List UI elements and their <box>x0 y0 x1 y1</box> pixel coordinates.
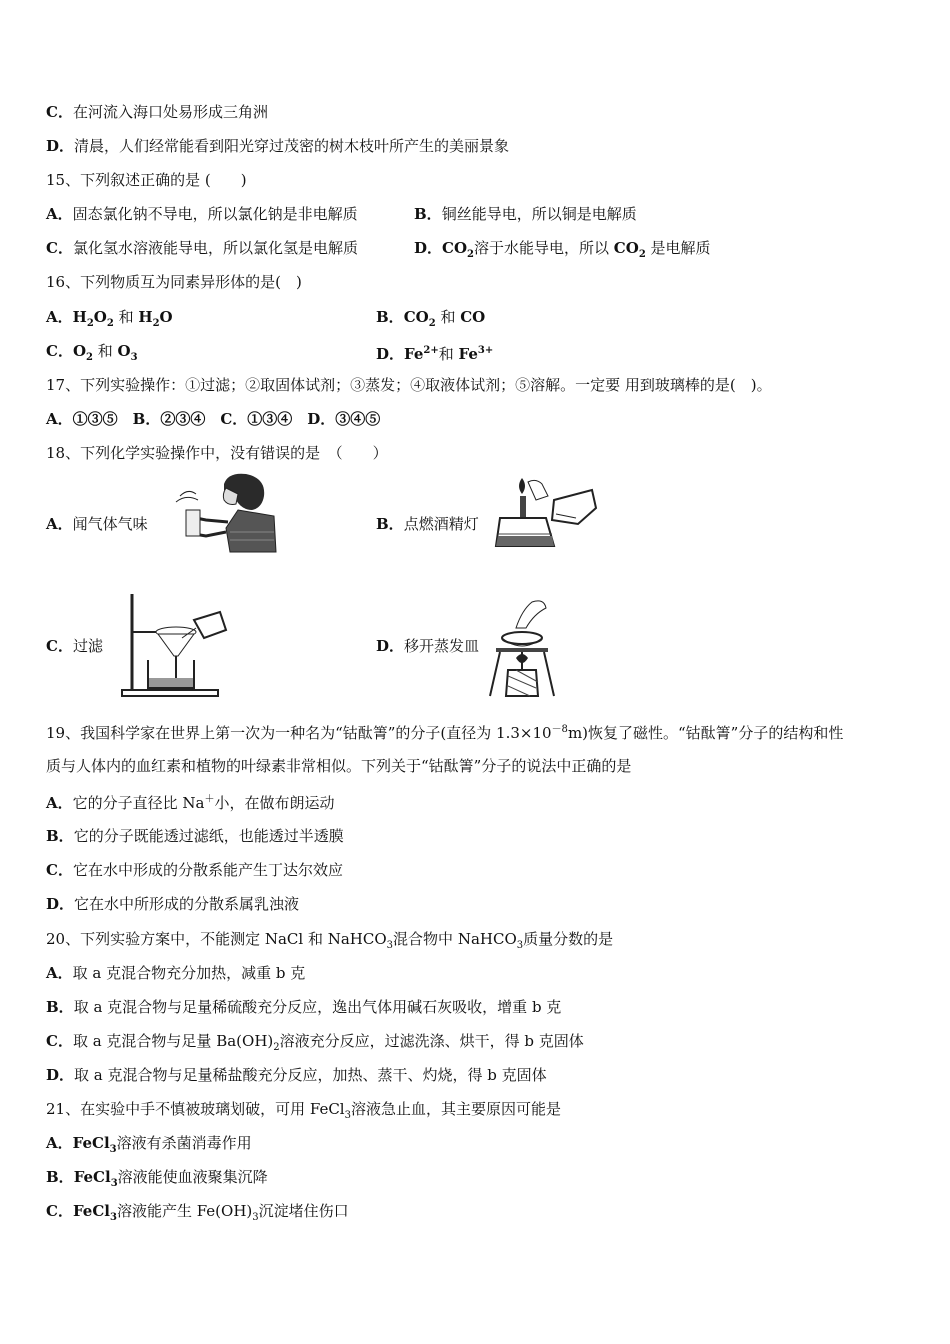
label: B． <box>46 1168 74 1186</box>
subscript: 3 <box>109 1212 117 1223</box>
q16-option-d <box>376 341 493 364</box>
q16-option-a <box>46 307 173 334</box>
q17-options <box>46 409 380 429</box>
q21-option-c <box>46 1201 349 1228</box>
question-text: 16、下列物质互为同素异形体的是( ) <box>46 273 302 291</box>
q20-option-a <box>46 963 305 983</box>
chem: Fe <box>404 345 424 363</box>
label: A． <box>46 1134 73 1152</box>
label: B． <box>46 827 74 845</box>
question-16 <box>46 272 302 292</box>
option-text: 它在水中形成的分散系能产生丁达尔效应 <box>72 861 343 879</box>
label: A． <box>46 964 73 982</box>
subscript: 2 <box>428 318 436 329</box>
q18-option-a <box>46 514 148 534</box>
option-text: 取 a 克混合物与足量稀硫酸充分反应，逸出气体用碱石灰吸收，增重 b 克 <box>73 998 562 1016</box>
option-text: 它的分子既能透过滤纸，也能透过半透膜 <box>73 827 344 845</box>
option-text: 是电解质 <box>645 239 711 257</box>
option-text: 氯化氢水溶液能导电，所以氯化氢是电解质 <box>72 239 358 257</box>
option-text: 取 a 克混合物与足量稀盐酸充分反应，加热、蒸干、灼烧，得 b 克固体 <box>74 1066 547 1084</box>
chem: CO <box>613 239 639 257</box>
option-text: 溶液有杀菌消毒作用 <box>116 1134 252 1152</box>
chem: O <box>117 342 131 360</box>
q20-option-b <box>46 997 561 1017</box>
label: D． <box>414 239 443 257</box>
subscript: 3 <box>516 940 524 951</box>
conjunction: 和 <box>93 342 118 360</box>
q18-option-b <box>376 514 479 534</box>
question-text: 15、下列叙述正确的是 ( ) <box>46 171 247 189</box>
q15-option-b <box>414 204 637 224</box>
evaporating-dish-figure <box>486 598 562 700</box>
chem: H <box>138 308 153 326</box>
q21-option-a <box>46 1133 252 1160</box>
q15-option-a <box>46 204 358 224</box>
option-text: 移开蒸发皿 <box>404 637 480 655</box>
subscript: 2 <box>638 249 646 260</box>
chem: Fe <box>458 345 478 363</box>
label: C． <box>46 1202 73 1220</box>
option-text: 点燃酒精灯 <box>403 515 479 533</box>
smelling-gas-figure <box>166 470 278 554</box>
option-text: 取 a 克混合物与足量 Ba(OH) <box>72 1032 274 1050</box>
label: A． <box>46 515 73 533</box>
option-text: 固态氯化钠不导电，所以氯化钠是非电解质 <box>72 205 358 223</box>
question-text: 18、下列化学实验操作中，没有错误的是 （ ） <box>46 444 388 462</box>
option-text: 它的分子直径比 Na <box>72 794 205 812</box>
label: C． <box>46 103 73 121</box>
chem: CO <box>403 308 429 326</box>
q19-option-d <box>46 894 299 914</box>
option-text: 取 a 克混合物充分加热，减重 b 克 <box>72 964 306 982</box>
subscript: 3 <box>344 1110 351 1121</box>
label: B． <box>46 998 74 1016</box>
superscript: ＋ <box>204 794 215 805</box>
chem: FeCl <box>72 1202 110 1220</box>
chem: O <box>72 342 87 360</box>
option-text: 溶液充分反应，过滤洗涤、烘干，得 b 克固体 <box>279 1032 584 1050</box>
label: D． <box>46 137 75 155</box>
q20-option-c <box>46 1031 584 1058</box>
question-20 <box>46 929 613 956</box>
q18-option-c <box>46 636 103 656</box>
question-19-line2 <box>46 756 631 776</box>
label: D． <box>46 1066 75 1084</box>
option-text: 铜丝能导电，所以铜是电解质 <box>441 205 637 223</box>
chem: H <box>72 308 87 326</box>
subscript: 2 <box>86 352 93 363</box>
label: D． <box>376 345 405 363</box>
option-text: 过滤 <box>72 637 103 655</box>
option-text: 清晨，人们经常能看到阳光穿过茂密的树木枝叶所产生的美丽景象 <box>74 137 510 155</box>
question-18 <box>46 443 388 463</box>
q19-option-b <box>46 826 344 846</box>
filtration-figure <box>118 590 230 700</box>
q16-option-b <box>376 307 485 334</box>
option-d-line <box>46 136 509 156</box>
subscript: 2 <box>86 318 94 329</box>
label: C． <box>46 861 73 879</box>
chem: O <box>159 308 173 326</box>
q20-option-d <box>46 1065 547 1085</box>
question-text: 混合物中 NaHCO <box>393 930 517 948</box>
question-text: 19、我国科学家在世界上第一次为一种名为“钴酞箐”的分子(直径为 1.3×10 <box>46 724 552 742</box>
option-text: 溶液能产生 Fe(OH) <box>116 1202 253 1220</box>
q18-option-d <box>376 636 479 656</box>
label: A． <box>46 794 73 812</box>
question-17 <box>46 375 772 395</box>
question-text: 质与人体内的血红素和植物的叶绿素非常相似。下列关于“钴酞箐”分子的说法中正确的是 <box>46 757 632 775</box>
label: C． <box>46 239 73 257</box>
conjunction: 和 <box>435 308 461 326</box>
label: B． <box>376 515 404 533</box>
label: B． <box>376 308 404 326</box>
subscript: 3 <box>109 1144 117 1155</box>
option-c-line <box>46 102 268 122</box>
label: C． <box>46 342 73 360</box>
conjunction: 和 <box>438 345 459 363</box>
superscript: －8 <box>551 724 568 735</box>
subscript: 3 <box>110 1178 118 1189</box>
subscript: 2 <box>467 249 475 260</box>
question-text: 20、下列实验方案中，不能测定 NaCl 和 NaHCO <box>46 930 387 948</box>
chem: O <box>93 308 107 326</box>
option-text: 它在水中所形成的分散系属乳浊液 <box>74 895 300 913</box>
subscript: 3 <box>130 352 138 363</box>
option-text: A．①③⑤ B．②③④ C．①③④ D．③④⑤ <box>46 410 381 428</box>
option-text: 闻气体气味 <box>72 515 148 533</box>
subscript: 3 <box>386 940 394 951</box>
subscript: 2 <box>273 1042 280 1053</box>
q16-option-c <box>46 341 138 368</box>
question-text: 质量分数的是 <box>523 930 614 948</box>
subscript: 2 <box>152 318 160 329</box>
subscript: 3 <box>252 1212 259 1223</box>
superscript: 3+ <box>477 345 494 356</box>
label: A． <box>46 308 73 326</box>
question-text: 溶液急止血，其主要原因可能是 <box>350 1100 561 1118</box>
option-text: 溶于水能导电，所以 <box>474 239 614 257</box>
question-text: 21、在实验中手不慎被玻璃划破，可用 FeCl <box>46 1100 345 1118</box>
question-15 <box>46 170 247 190</box>
label: C． <box>46 1032 73 1050</box>
superscript: 2+ <box>423 345 439 356</box>
option-text: 沉淀堵住伤口 <box>258 1202 349 1220</box>
chem: FeCl <box>73 1168 111 1186</box>
chem: C <box>442 239 454 257</box>
q19-option-c <box>46 860 343 880</box>
question-text: m)恢复了磁性。“钴酞箐”分子的结构和性 <box>567 724 844 742</box>
label: A． <box>46 205 73 223</box>
alcohol-lamp-figure <box>492 474 600 552</box>
label: C． <box>46 637 73 655</box>
subscript: 2 <box>106 318 114 329</box>
q15-option-c <box>46 238 358 258</box>
conjunction: 和 <box>113 308 139 326</box>
q15-option-d <box>414 238 711 265</box>
option-text: 在河流入海口处易形成三角洲 <box>72 103 268 121</box>
q21-option-b <box>46 1167 268 1194</box>
chem: O <box>453 239 468 257</box>
question-19-line1 <box>46 720 843 743</box>
label: D． <box>46 895 75 913</box>
option-text: 小，在做布朗运动 <box>214 794 335 812</box>
question-text: 17、下列实验操作：①过滤；②取固体试剂；③蒸发；④取液体试剂；⑤溶解。一定要 用到玻璃棒的是( )。 <box>46 376 772 394</box>
chem: FeCl <box>72 1134 110 1152</box>
question-21 <box>46 1099 561 1126</box>
option-text: 溶液能使血液聚集沉降 <box>117 1168 268 1186</box>
label: B． <box>414 205 442 223</box>
chem: CO <box>460 308 486 326</box>
q19-option-a <box>46 790 335 813</box>
label: D． <box>376 637 405 655</box>
